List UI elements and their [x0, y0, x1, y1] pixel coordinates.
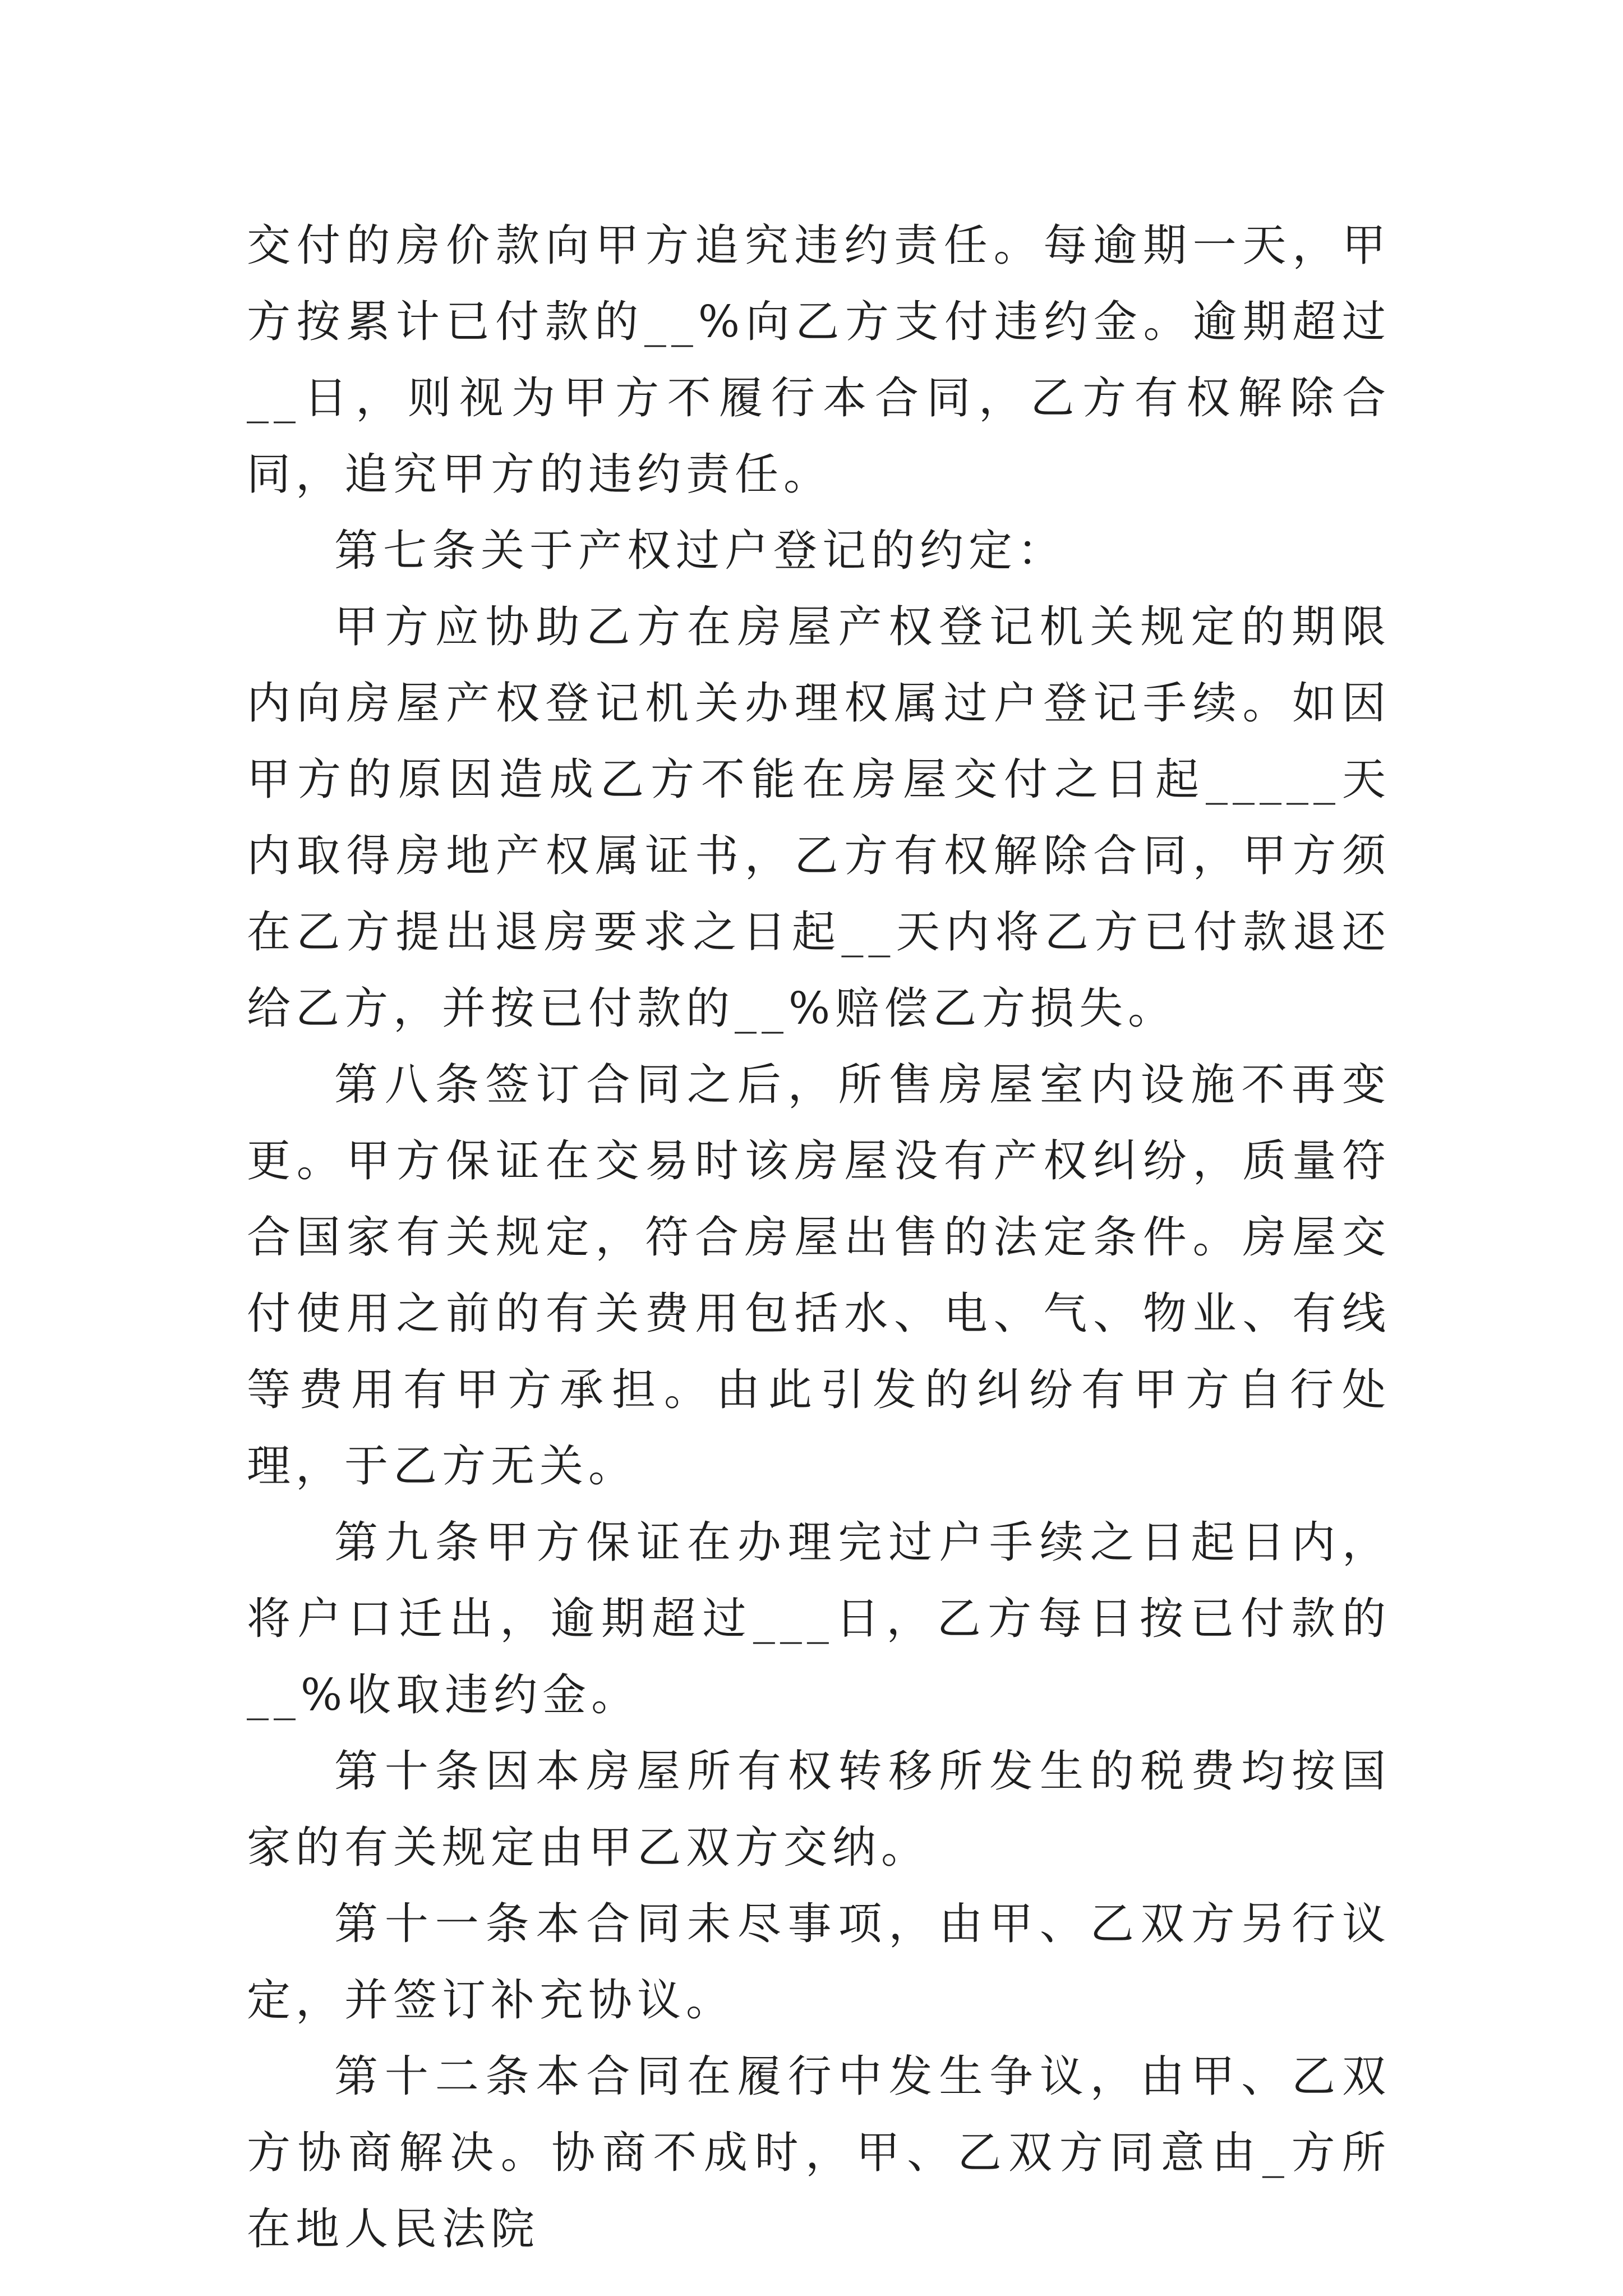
paragraph-article-7-body: 甲方应协助乙方在房屋产权登记机关规定的期限内向房屋产权登记机关办理权属过户登记手续。如因甲方的原因造成乙方不能在房屋交付之日起_____天内取得房地产权属证书，乙方有权解除合同，甲方须在乙方提出退房要求之日起__天内将乙方已付款退还给乙方，并按已付款的__%赔偿乙方损失。 — [247, 602, 1391, 1034]
paragraph-article-12: 第十二条本合同在履行中发生争议，由甲、乙双方协商解决。协商不成时，甲、乙双方同意由_方所在地人民法院 — [247, 2051, 1391, 2254]
paragraph-article-9: 第九条甲方保证在办理完过户手续之日起日内，将户口迁出，逾期超过___日，乙方每日按已付款的__%收取违约金。 — [247, 1517, 1391, 1720]
paragraph-article-10: 第十条因本房屋所有权转移所发生的税费均按国家的有关规定由甲乙双方交纳。 — [247, 1746, 1391, 1873]
paragraph-article-7-heading: 第七条关于产权过户登记的约定： — [334, 526, 1067, 576]
paragraph-liability-continuation: 交付的房价款向甲方追究违约责任。每逾期一天，甲方按累计已付款的__%向乙方支付违约金。逾期超过__日，则视为甲方不履行本合同，乙方有权解除合同，追究甲方的违约责任。 — [247, 220, 1391, 500]
document-body — [247, 208, 1391, 2267]
paragraph-article-11: 第十一条本合同未尽事项，由甲、乙双方另行议定，并签订补充协议。 — [247, 1899, 1391, 2026]
paragraph-article-8: 第八条签订合同之后，所售房屋室内设施不再变更。甲方保证在交易时该房屋没有产权纠纷，质量符合国家有关规定，符合房屋出售的法定条件。房屋交付使用之前的有关费用包括水、电、气、物业、有线等费用有甲方承担。由此引发的纠纷有甲方自行处理，于乙方无关。 — [247, 1060, 1391, 1492]
